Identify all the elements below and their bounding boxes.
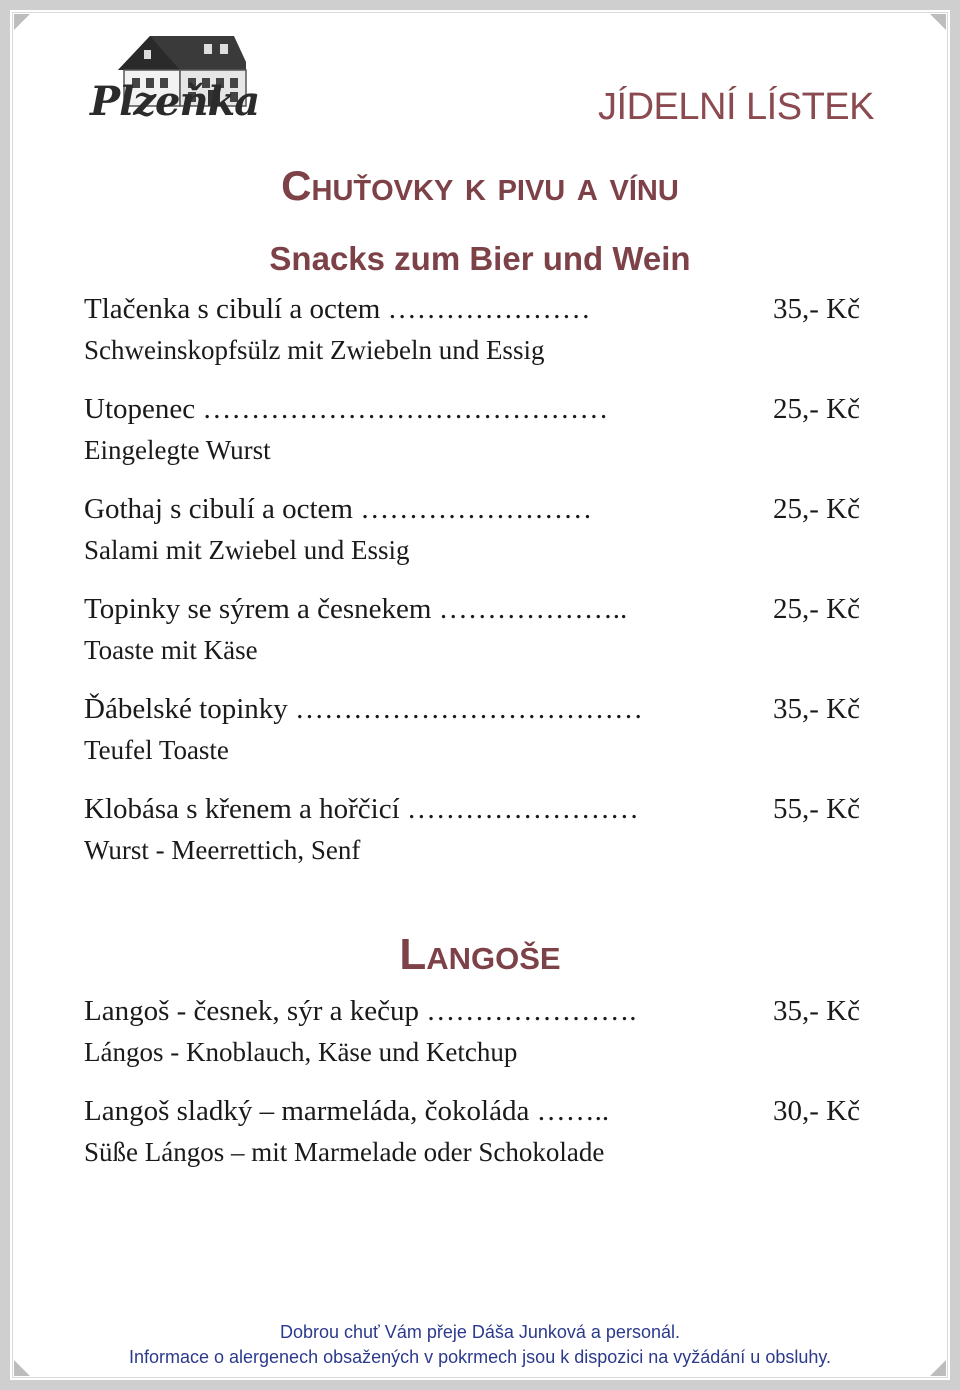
menu-item (84, 393, 884, 473)
item-price: 25,- Kč (773, 493, 860, 525)
menu-item (84, 693, 884, 773)
item-name: Tlačenka s cibulí a octem ………………… (84, 293, 591, 325)
section-title-langose: Langoše (399, 930, 561, 979)
menu-item (84, 995, 884, 1075)
item-description: Eingelegte Wurst (84, 435, 271, 465)
menu-item (84, 293, 884, 373)
menu-item (84, 593, 884, 673)
item-name: Ďábelské topinky ……………………………… (84, 693, 644, 725)
section-subtitle-snacks: Snacks zum Bier und Wein (269, 240, 691, 277)
menu-item (84, 793, 884, 873)
menu-item (84, 1095, 884, 1175)
item-price: 25,- Kč (773, 593, 860, 625)
logo-text: Plzeňka (90, 78, 260, 125)
item-name: Topinky se sýrem a česnekem ……………….. (84, 593, 628, 625)
footer-greeting: Dobrou chuť Vám přeje Dáša Junková a personál. (280, 1322, 680, 1342)
item-description: Süße Lángos – mit Marmelade oder Schokolade (84, 1137, 605, 1167)
menu-title: JÍDELNÍ LÍSTEK (598, 86, 874, 128)
item-price: 35,- Kč (773, 693, 860, 725)
item-name: Gothaj s cibulí a octem …………………… (84, 493, 593, 525)
item-price: 25,- Kč (773, 393, 860, 425)
item-description: Schweinskopfsülz mit Zwiebeln und Essig (84, 335, 545, 365)
item-name: Klobása s křenem a hořčicí …………………… (84, 793, 639, 825)
item-name: Langoš sladký – marmeláda, čokoláda …….. (84, 1095, 610, 1127)
item-description: Lángos - Knoblauch, Käse und Ketchup (84, 1037, 518, 1067)
restaurant-logo (84, 30, 260, 125)
item-price: 35,- Kč (773, 995, 860, 1027)
item-description: Salami mit Zwiebel und Essig (84, 535, 410, 565)
item-description: Toaste mit Käse (84, 635, 258, 665)
item-price: 30,- Kč (773, 1095, 860, 1127)
item-name: Utopenec …………………………………… (84, 393, 609, 425)
section-title-snacks: Chuťovky k pivu a vínu (281, 162, 679, 209)
item-description: Wurst - Meerrettich, Senf (84, 835, 361, 865)
corner-ornament-top-left (14, 14, 30, 30)
menu-item (84, 493, 884, 573)
item-description: Teufel Toaste (84, 735, 229, 765)
item-price: 55,- Kč (773, 793, 860, 825)
footer-allergen-info: Informace o alergenech obsažených v pokrmech jsou k dispozici na vyžádání u obsluhy. (128, 1347, 832, 1367)
corner-ornament-top-right (930, 14, 946, 30)
item-name: Langoš - česnek, sýr a kečup …………………. (84, 995, 637, 1027)
item-price: 35,- Kč (773, 293, 860, 325)
